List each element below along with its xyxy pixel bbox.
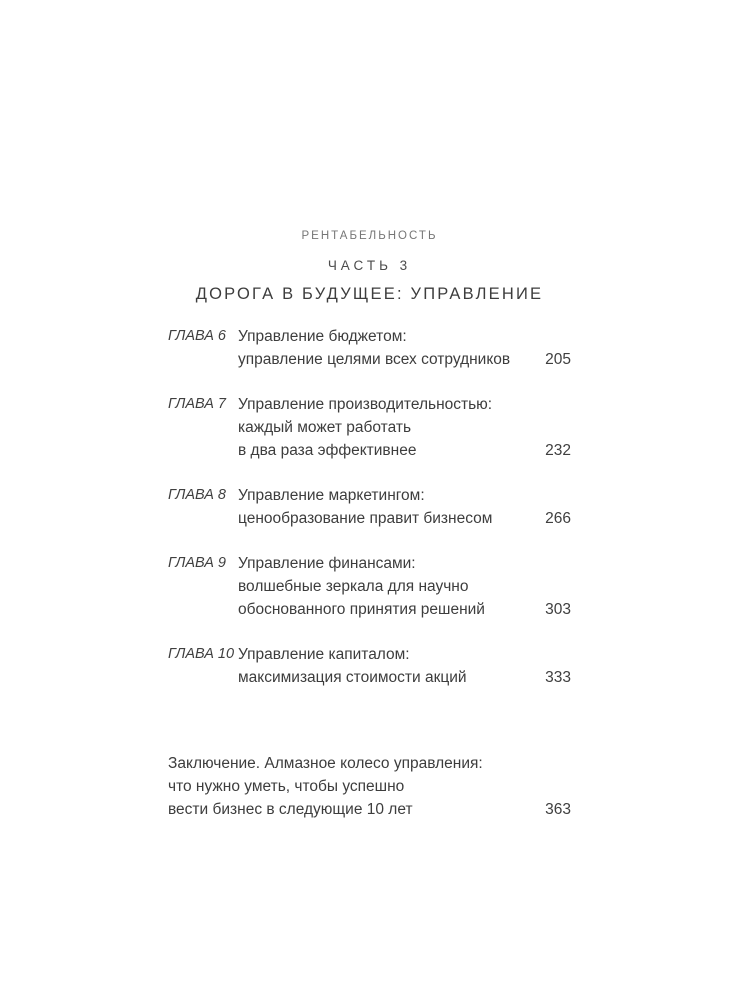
page-number: 266 (545, 510, 571, 527)
chapter-title-line: Управление капиталом: (238, 646, 410, 663)
chapter-title-line: каждый может работать (238, 419, 412, 436)
toc-entry-chapter-10 (168, 643, 571, 689)
running-head: РЕНТАБЕЛЬНОСТЬ (301, 230, 438, 242)
chapter-title-line: ценообразование правит бизнесом (238, 510, 493, 527)
chapter-title (238, 325, 537, 371)
chapter-title-line: обоснованного принятия решений (238, 601, 485, 618)
page-number: 363 (545, 801, 571, 818)
chapter-title-line: Управление финансами: (238, 555, 416, 572)
chapter-title-line: волшебные зеркала для научно (238, 578, 469, 595)
page-number: 205 (545, 351, 571, 368)
page-number: 232 (545, 442, 571, 459)
chapter-title-line: Управление маркетингом: (238, 487, 425, 504)
conclusion-title-line: Заключение. Алмазное колесо управления: (168, 755, 483, 772)
chapter-title (238, 484, 537, 530)
chapter-title-line: максимизация стоимости акций (238, 669, 467, 686)
part-number-heading: ЧАСТЬ 3 (327, 258, 412, 273)
toc-entry-chapter-7 (168, 393, 571, 462)
toc-entry-chapter-6 (168, 325, 571, 371)
chapter-title (238, 552, 537, 621)
part-title-heading: ДОРОГА В БУДУЩЕЕ: УПРАВЛЕНИЕ (195, 285, 544, 303)
chapter-title-line: Управление бюджетом: (238, 328, 407, 345)
page-number: 333 (545, 669, 571, 686)
chapter-title-line: управление целями всех сотрудников (238, 351, 511, 368)
chapter-label: ГЛАВА 8 (168, 487, 226, 503)
chapter-title-line: Управление производительностью: (238, 396, 493, 413)
chapter-title-line: в два раза эффективнее (238, 442, 417, 459)
conclusion-title (168, 752, 537, 821)
table-of-contents (168, 325, 571, 821)
toc-content (168, 230, 571, 821)
chapter-title (238, 393, 537, 462)
chapter-label: ГЛАВА 10 (168, 646, 235, 662)
toc-entry-conclusion (168, 752, 571, 821)
toc-entry-chapter-9 (168, 552, 571, 621)
chapter-label: ГЛАВА 6 (168, 328, 226, 344)
conclusion-title-line: что нужно уметь, чтобы успешно (168, 778, 405, 795)
chapter-label: ГЛАВА 9 (168, 555, 226, 571)
chapter-title (238, 643, 537, 689)
page-number: 303 (545, 601, 571, 618)
toc-entry-chapter-8 (168, 484, 571, 530)
conclusion-title-line: вести бизнес в следующие 10 лет (168, 801, 413, 818)
chapter-label: ГЛАВА 7 (168, 396, 226, 412)
